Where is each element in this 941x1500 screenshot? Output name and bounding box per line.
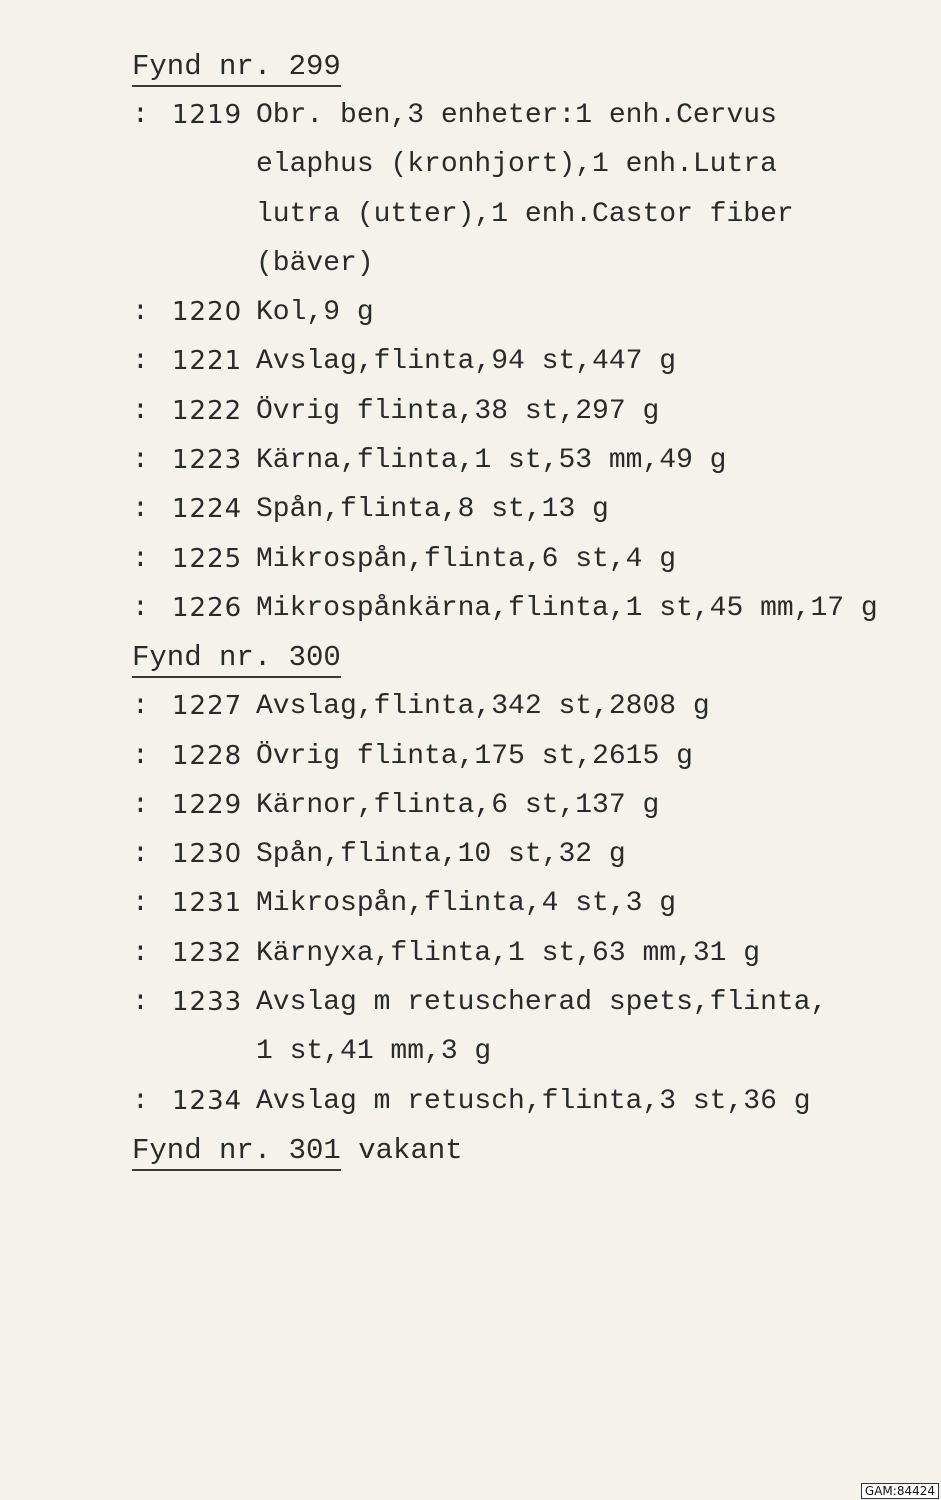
catalog-entry-line [132, 91, 932, 140]
entry-number: 1231 [172, 888, 243, 919]
catalog-entry-line [132, 337, 932, 386]
catalog-entry-line [132, 781, 932, 830]
sections [132, 42, 932, 1126]
catalog-entry-line [132, 929, 932, 978]
entry-colon: : [132, 839, 149, 871]
entry-description: Mikrospån,flinta,6 st,4 g [256, 543, 677, 575]
catalog-entry-line [132, 190, 932, 239]
entry-colon: : [132, 888, 149, 920]
entry-number: 1229 [172, 789, 243, 820]
catalog-entry-line [132, 1027, 932, 1076]
entry-colon: : [132, 395, 149, 427]
archive-id-stamp: GAM:84424 [861, 1483, 939, 1499]
catalog-entry-line [132, 978, 932, 1027]
footer-note: vakant [358, 1133, 463, 1167]
entry-number: 1228 [172, 740, 243, 771]
entry-description: lutra (utter),1 enh.Castor fiber [256, 198, 794, 230]
entry-description: Mikrospån,flinta,4 st,3 g [256, 888, 677, 920]
catalog-entry-line [132, 830, 932, 879]
entry-number: 1232 [172, 937, 243, 968]
entry-colon [132, 239, 172, 288]
entry-number: 1234 [172, 1085, 243, 1116]
entry-colon: : [132, 494, 149, 526]
section-heading: Fynd nr. 300 [132, 641, 341, 678]
section-heading-row [132, 633, 932, 682]
catalog-entry-line [132, 239, 932, 288]
entry-description: Kärnyxa,flinta,1 st,63 mm,31 g [256, 937, 761, 969]
footer-heading-row [132, 1126, 932, 1175]
entry-description: 1 st,41 mm,3 g [256, 1036, 492, 1068]
catalog-entry-line [132, 288, 932, 337]
catalog-entry-line [132, 140, 932, 189]
catalog-entry-line [132, 584, 932, 633]
entry-number: 1224 [172, 494, 243, 525]
entry-colon: : [132, 100, 149, 131]
entry-colon: : [132, 592, 149, 624]
entry-number: 1227 [172, 691, 243, 722]
entry-colon: : [132, 987, 149, 1019]
entry-number: 1219 [172, 100, 243, 130]
catalog-entry-line [132, 387, 932, 436]
entry-number: 1223 [172, 445, 243, 476]
entry-colon: : [132, 691, 149, 723]
entry-description: elaphus (kronhjort),1 enh.Lutra [256, 149, 777, 181]
entry-description: Avslag m retusch,flinta,3 st,36 g [256, 1085, 811, 1117]
entry-description: Avslag,flinta,94 st,447 g [256, 346, 677, 378]
entry-description: Avslag,flinta,342 st,2808 g [256, 691, 710, 723]
entry-description: Övrig flinta,175 st,2615 g [256, 740, 693, 772]
catalog-entry-line [132, 436, 932, 485]
entry-number: 1230 [172, 839, 243, 870]
entry-colon: : [132, 1085, 149, 1117]
entry-colon: : [132, 789, 149, 821]
entry-colon: : [132, 543, 149, 575]
entry-description: Kol,9 g [256, 297, 374, 329]
entry-colon: : [132, 297, 149, 329]
catalog-entry-line [132, 879, 932, 928]
catalog-entry-line [132, 1077, 932, 1126]
entry-number: 1222 [172, 395, 243, 426]
entry-description: Spån,flinta,10 st,32 g [256, 839, 626, 871]
section-heading: Fynd nr. 299 [132, 50, 341, 87]
entry-colon: : [132, 740, 149, 772]
entry-colon [132, 140, 172, 189]
entry-number [172, 1027, 256, 1076]
entry-number: 1233 [172, 987, 243, 1018]
entry-number [172, 140, 256, 189]
entry-colon: : [132, 937, 149, 969]
entry-description: (bäver) [256, 247, 374, 279]
entry-description: Mikrospånkärna,flinta,1 st,45 mm,17 g [256, 592, 878, 624]
footer-heading: Fynd nr. 301 [132, 1134, 341, 1171]
entry-colon: : [132, 346, 149, 378]
catalog-entry-line [132, 485, 932, 534]
entry-number [172, 190, 256, 239]
catalog-entry-line [132, 535, 932, 584]
entry-colon [132, 1027, 172, 1076]
entry-number: 1226 [172, 592, 243, 623]
entry-colon [132, 190, 172, 239]
catalog-entry-line [132, 682, 932, 731]
entry-description: Kärna,flinta,1 st,53 mm,49 g [256, 445, 727, 477]
entry-description: Obr. ben,3 enheter:1 enh.Cervus [256, 100, 777, 131]
entry-description: Kärnor,flinta,6 st,137 g [256, 789, 660, 821]
entry-description: Avslag m retuscherad spets,flinta, [256, 987, 828, 1019]
section-heading-row [132, 42, 932, 91]
entry-colon: : [132, 445, 149, 477]
entry-number: 1220 [172, 297, 243, 328]
card-content [132, 42, 932, 1175]
entry-description: Spån,flinta,8 st,13 g [256, 494, 609, 526]
entry-number: 1221 [172, 346, 243, 377]
catalog-entry-line [132, 732, 932, 781]
entry-number: 1225 [172, 543, 243, 574]
entry-description: Övrig flinta,38 st,297 g [256, 395, 660, 427]
entry-number [172, 239, 256, 288]
